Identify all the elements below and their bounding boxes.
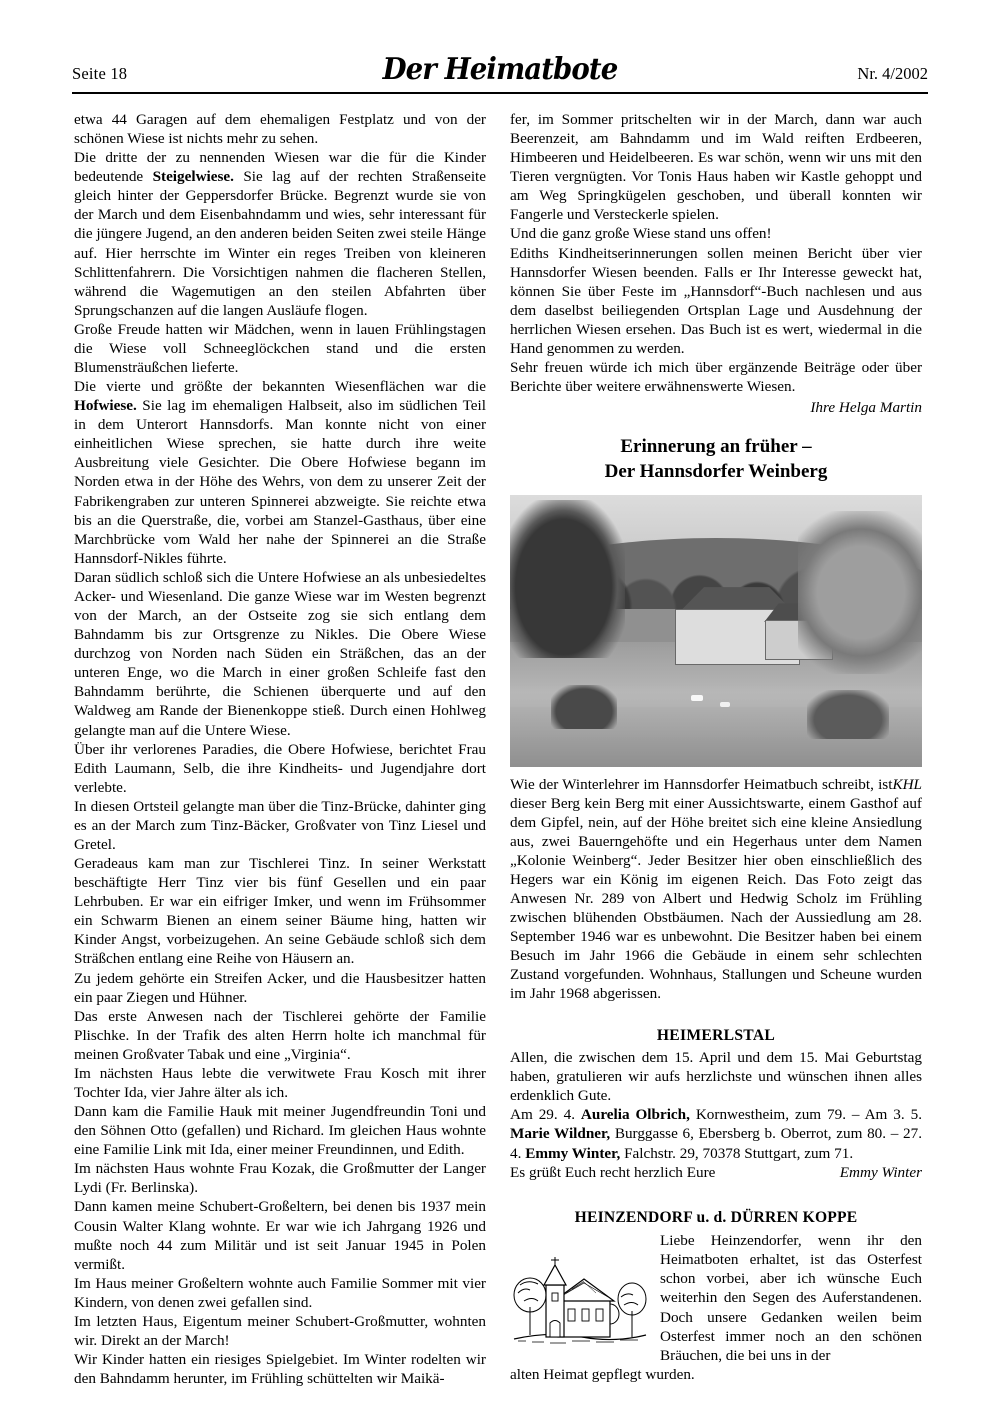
paragraph: Ediths Kindheitserinnerungen sollen meinen Bericht über vier Hannsdorfer Wiesen beenden. Falls er Ihr Interesse geweckt hat, können Sie über Feste im „Hannsdorf“-Buch nachlesen und aus dem daselbst beiliegenden Ortsplan Lage und Ausdehnung der herrlichen Wiesen ersehen. Das Buch ist es wert, wiedermal in die Hand genommen zu werden. xyxy=(510,244,922,357)
paragraph: etwa 44 Garagen auf dem ehemaligen Festplatz und von der schönen Wiese ist nichts mehr zu sehen. xyxy=(74,111,486,148)
left-column xyxy=(74,110,486,1388)
paragraph: Dann kam die Familie Hauk mit meiner Jugendfreundin Toni und den Söhnen Otto (gefallen) und Richard. Im gleichen Haus wohnte eine Familie Link mit Ida, einer meiner Freundinnen, und Edith. xyxy=(74,1103,486,1159)
section-title-heimerlstal: HEIMERLSTAL xyxy=(656,1026,776,1044)
publication-title: Der Heimatbote xyxy=(382,52,618,87)
heimerlstal-closing: Es grüßt Euch recht herzlich Eure xyxy=(510,1163,716,1181)
signature-prefix: Ihre xyxy=(810,399,839,417)
heinzendorf-greeting-text: Liebe Heinzendorfer, wenn ihr den Heimatboten erhaltet, ist das Osterfest schon vorbei, aber ich wünsche Euch weiterhin den Segen des Auferstandenen. Doch unsere Gedanken weilen beim Osterfest immer noch an den schönen Bräuchen, die bei uns in der xyxy=(660,1232,922,1364)
article-signature xyxy=(510,398,922,417)
paragraph: Im nächsten Haus lebte die verwitwete Frau Kosch mit ihrer Tochter Ida, vier Jahre älter als ich. xyxy=(74,1064,486,1101)
paragraph: Dann kamen meine Schubert-Großeltern, bei denen bis 1937 mein Cousin Walter Klang wohnte. Er war wie ich Jahrgang 1926 und mußte noch 44 zum Militär und ist seit Januar 1945 in Polen vermißt. xyxy=(74,1198,486,1273)
signature-name: Helga Martin xyxy=(838,399,922,417)
photo-animal xyxy=(720,702,730,707)
photo-caption-text: Wie der Winterlehrer im Hannsdorfer Heimatbuch schreibt, ist dieser Berg kein Berg mit einer Aussichtswarte, einem Gasthof auf dem Gipfel, nein, auf der Höhe breitet sich eine kleine Ansiedlung aus, zwei Bauerngehöfte und ein Hegerhaus unter dem Namen „Kolonie Weinberg“. Jeder Besitzer hier oben einschließlich des Hegers war ein König im eigenen Reich. Das Foto zeigt das Anwesen Nr. 289 von Albert und Hedwig Scholz im Frühling zwischen blühenden Obstbäumen. Nach der Aussiedlung am 28. September 1946 war es unbewohnt. Die Besitzer haben bei einem Besuch im Jahr 1966 die Gebäude in einem sehr schlechten Zustand vorgefunden. Wohnhaus, Stallungen und Scheune wurden im Jahr 1968 abgerissen. xyxy=(510,775,922,1003)
photo-animal xyxy=(691,695,703,701)
photo-tree-right xyxy=(798,511,922,674)
paragraph: Die dritte der zu nennenden Wiesen war die für die Kinder bedeutende Steigelwiese. Sie lag auf der rechten Straßenseite gleich hinter der Geppersdorfer Brücke. Begrenzt wurde sie von der March und dem Eisenbahndamm und wies, sehr interessant für die jüngere Jugend, an den anderen beiden Seiten zwei steile Hänge auf. Hier herrschte im Winter ein reges Treiben von kleineren Schlittenfahrern. Die Vorsichtigen nahmen die flacheren Stellen, während die Wagemutigen an den steilen Abfahrten über Sprungschanzen auf die langen Ausläufe flogen. xyxy=(74,149,487,319)
weinberg-photo xyxy=(510,495,922,767)
paragraph: Sehr freuen würde ich mich über ergänzende Beiträge oder über Berichte über weitere erwähnenswerte Wiesen. xyxy=(510,359,922,396)
paragraph: Allen, die zwischen dem 15. April und dem 15. Mai Geburtstag haben, gratulieren wir aufs herzlichste und wünschen ihnen alles erdenklich Gute. xyxy=(510,1049,922,1105)
photo-bush-left xyxy=(551,685,617,729)
section-title-heinzendorf: HEINZENDORF u. d. DÜRREN KOPPE xyxy=(574,1208,858,1226)
article-title-line-2: Der Hannsdorfer Weinberg xyxy=(604,460,828,482)
paragraph: Und die ganz große Wiese stand uns offen! xyxy=(510,225,772,243)
paragraph: Über ihr verlorenes Paradies, die Obere Hofwiese, berichtet Frau Edith Laumann, Selb, die ihre Kindheits- und Jugendjahre dort verlebte. xyxy=(74,740,486,796)
paragraph: Geradeaus kam man zur Tischlerei Tinz. In seiner Werkstatt beschäftigte Herr Tinz vier bis fünf Gesellen und ein paar Lehrbuben. Er war ein eifriger Imker, und wenn im Frühsommer ein Schwarm Bienen an einem seiner Bäume hing, hatten wir Kinder Angst, vorbeizugehen. An seine Gebäude schloß sich dem Sträßchen entlang eine Reihe von Häusern an. xyxy=(74,855,486,968)
heinzendorf-body xyxy=(510,1231,922,1365)
paragraph: Die vierte und größte der bekannten Wiesenflächen war die Hofwiese. Sie lag im ehemaligen Halbseit, also im südlichen Teil in dem Unterort Hannsdorfs. Man konnte nicht von einer einheitlichen Wiese sprechen, sie hatte durch ihre weite Ausbreitung viele Gesichter. Die Obere Hofwiese begann im Norden etwa in der Höhe des Wehrs, von dem zu unserer Zeit der Fabrikengraben zur unteren Spinnerei abzweigte. Sie reichte etwa bis an die Querstraße, die, vorbei am Stanzel-Gasthaus, über eine Marchbrücke vom Wald her nahe der Spinnerei an die Straße Hannsdorf-Nikles führte. xyxy=(74,378,486,567)
article-title xyxy=(510,435,922,484)
paragraph: Im Haus meiner Großeltern wohnte auch Familie Sommer mit vier Kindern, von denen zwei gefallen sind. xyxy=(74,1274,486,1311)
heimerlstal-signature: Emmy Winter xyxy=(839,1163,922,1181)
paragraph: Am 29. 4. Aurelia Olbrich, Kornwestheim, zum 79. – Am 3. 5. Marie Wildner, Burggasse 6, Ebersberg b. Oberrot, zum 80. – 27. 4. Emmy Winter, Falchstr. 29, 70378 Stuttgart, zum 71. xyxy=(510,1106,922,1162)
paragraph: In diesen Ortsteil gelangte man über die Tinz-Brücke, dahinter ging es an der March zum Tinz-Bäcker, Großvater von Tinz Liesel und Gretel. xyxy=(74,797,486,853)
photo-tree-left xyxy=(510,500,625,658)
heinzendorf-text-tail: alten Heimat gepflegt wurden. xyxy=(510,1365,695,1383)
paragraph: Daran südlich schloß sich die Untere Hofwiese an als unbesiedeltes Acker- und Wiesenland. Die ganze Wiese war im Westen begrenzt von der March, an der Ostseite zog sie sich entlang dem Bahndamm bis zur Ortsgrenze zu Nikles. Die Obere Wiese durchzog von Norden nach Süden ein Sträßchen, das an der unteren Enge, wo die March in einer großen Schleife fast den Bahndamm berührte, die Schienen überquerte und auf den Waldweg am Rande der Bienenkoppe stieß. Durch einen Hohlweg gelangte man auf die Untere Wiese. xyxy=(74,568,486,739)
photo-caption xyxy=(510,775,922,1004)
issue-label: Nr. 4/2002 xyxy=(857,64,928,83)
paragraph: Das erste Anwesen nach der Tischlerei gehörte der Familie Plischke. In der Trafik des alten Herrn holte ich manchmal für meinen Großvater Tabak und eine „Virginia“. xyxy=(74,1007,486,1063)
paragraph: fer, im Sommer pritschelten wir in der March, dann war auch Beerenzeit, am Bahndamm und im Wald reiften Erdbeeren, Himbeeren und Heidelbeeren. Es war schön, wenn wir uns mit den Tieren vergnügten. Vor Tonis Haus haben wir Kastle gehoppt und am Weg Springkügelen geschoben, und überall konnten wir Fangerle und Versteckerle spielen. xyxy=(510,111,922,224)
right-column xyxy=(510,110,922,1384)
article-title-line-1: Erinnerung an früher – xyxy=(620,436,812,458)
paragraph: Große Freude hatten wir Mädchen, wenn in lauen Frühlingstagen die Wiese voll Schneeglöckchen stand und die ersten Blumensträußchen lieferte. xyxy=(74,320,486,377)
paragraph: Im nächsten Haus wohnte Frau Kozak, die Großmutter der Langer Lydi (Fr. Berlinska). xyxy=(74,1160,486,1197)
paragraph: Zu jedem gehörte ein Streifen Acker, und die Hausbesitzer hatten ein paar Ziegen und Hühner. xyxy=(74,969,486,1006)
photo-bush-right xyxy=(807,690,889,739)
church-illustration xyxy=(510,1235,650,1347)
paragraph: Im letzten Haus, Eigentum meiner Schubert-Großmutter, wohnten wir. Direkt an der March! xyxy=(74,1312,486,1349)
paragraph: Wir Kinder hatten ein riesiges Spielgebiet. Im Winter rodelten wir den Bahndamm herunter, im Frühling schüttelten wir Maikä- xyxy=(74,1351,486,1388)
masthead-divider xyxy=(72,92,928,94)
page-number-label: Seite 18 xyxy=(72,64,128,83)
masthead xyxy=(72,52,928,92)
church-icon xyxy=(510,1235,650,1347)
photo-caption-signature: KHL xyxy=(892,775,922,793)
heimerlstal-closing-row xyxy=(510,1163,922,1182)
